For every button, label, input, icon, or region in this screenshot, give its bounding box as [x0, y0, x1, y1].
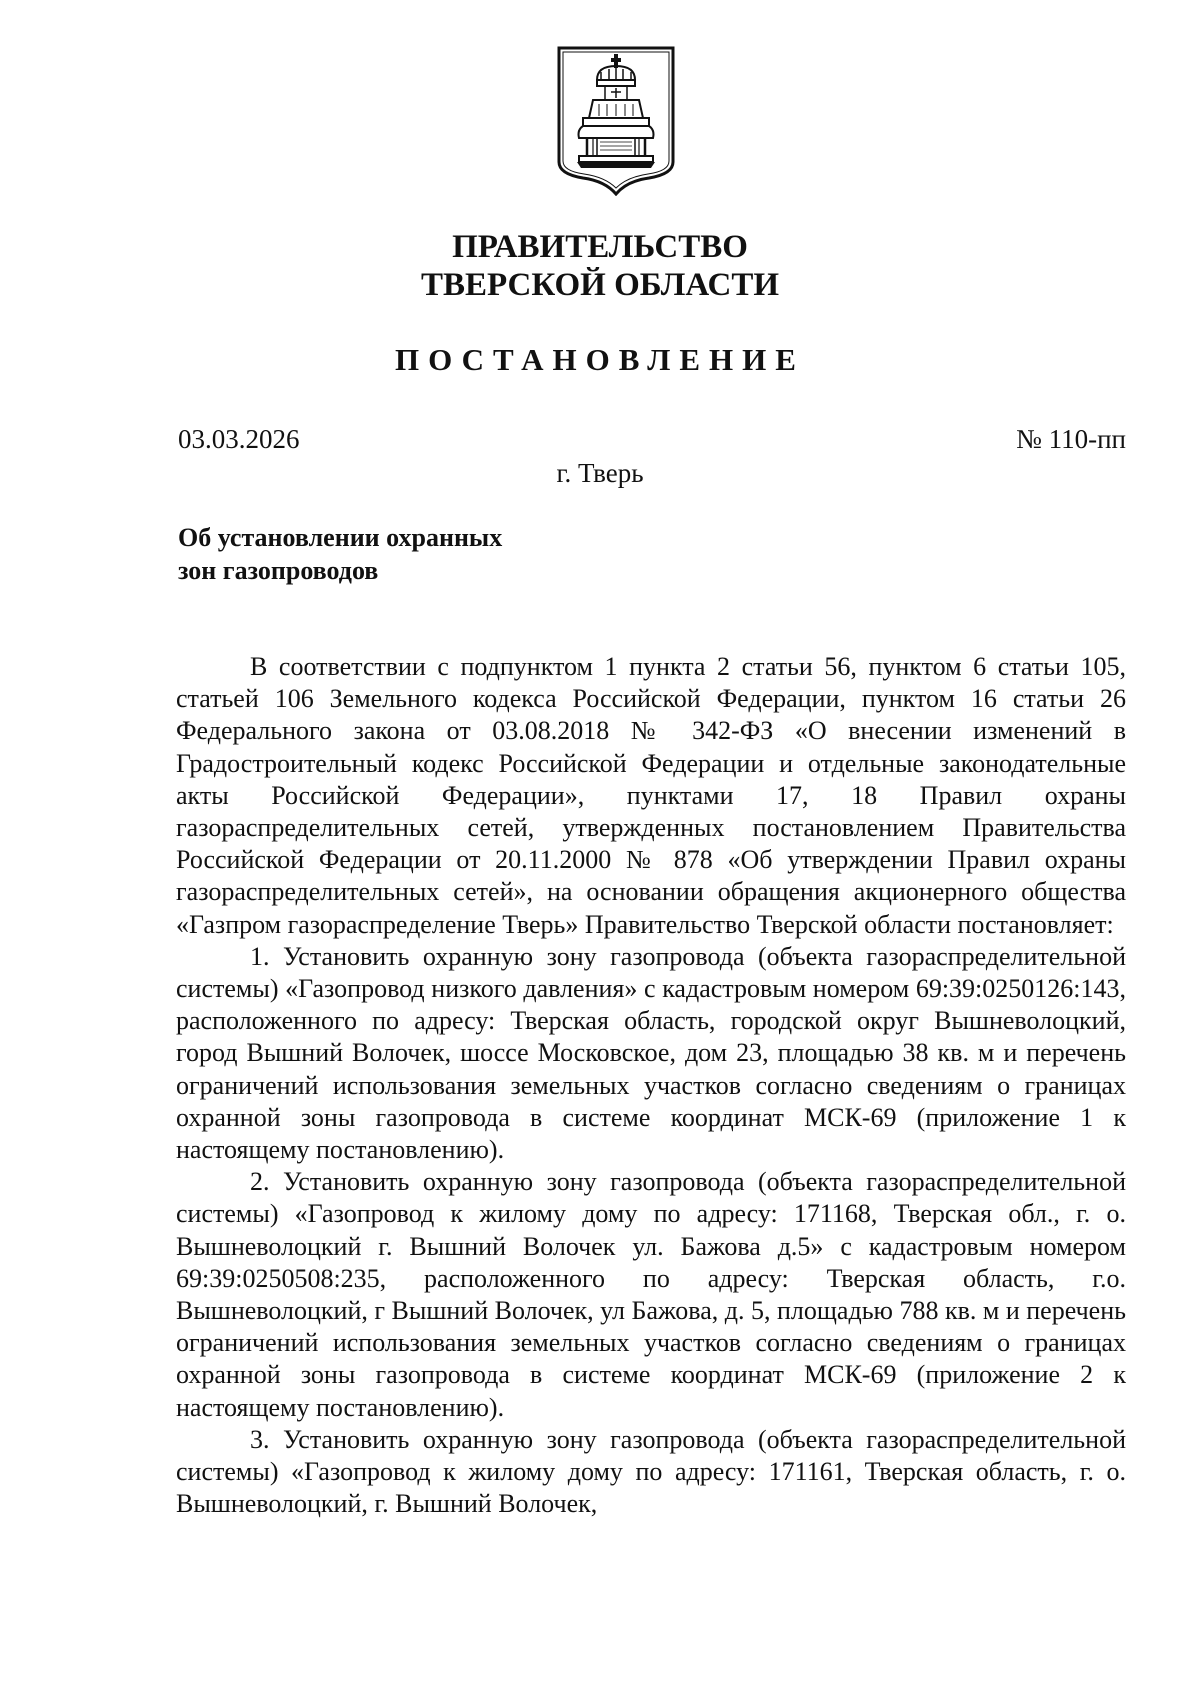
document-body: [176, 651, 1126, 1520]
tver-coat-of-arms-icon: [553, 44, 679, 196]
document-subject: [178, 521, 502, 587]
item-2-paragraph: 2. Установить охранную зону газопровода (объекта газораспределительной системы) «Газопровод к жилому дому по адресу: 171168, Тверская обл., г. о. Вышневолоцкий г. Вышний Волочек ул. Бажова д.5» с кадастровым номером 69:39:0250508:235, расположенного по адресу: Тверская область, г.о. Вышневолоцкий, г Вышний Волочек, ул Бажова, д. 5, площадью 788 кв. м и перечень ограничений использования земельных участков согласно сведениям о границах охранной зоны газопровода в системе координат МСК-69 (приложение 2 к настоящему постановлению).: [176, 1167, 1126, 1422]
document-type: ПОСТАНОВЛЕНИЕ: [395, 342, 805, 377]
document-number: № 110-пп: [1016, 424, 1126, 454]
subject-line-1: Об установлении охранных: [178, 523, 503, 552]
organization-line-1: ПРАВИТЕЛЬСТВО: [452, 229, 748, 265]
preamble-paragraph: В соответствии с подпунктом 1 пункта 2 статьи 56, пунктом 6 статьи 105, статьей 106 Земельного кодекса Российской Федерации, пунктом 16 статьи 26 Федерального закона от 03.08.2018 № 342-ФЗ «О внесении изменений в Градостроительный кодекс Российской Федерации и отдельные законодательные акты Российской Федерации», пунктами 17, 18 Правил охраны газораспределительных сетей, утвержденных постановлением Правительства Российской Федерации от 20.11.2000 № 878 «Об утверждении Правил охраны газораспределительных сетей», на основании обращения акционерного общества «Газпром газораспределение Тверь» Правительство Тверской области постановляет:: [176, 652, 1126, 939]
item-3-paragraph: 3. Установить охранную зону газопровода (объекта газораспределительной системы) «Газопровод к жилому дому по адресу: 171161, Тверская область, г. о. Вышневолоцкий, г. Вышний Волочек,: [176, 1424, 1126, 1519]
organization-line-2: ТВЕРСКОЙ ОБЛАСТИ: [420, 267, 780, 303]
subject-line-2: зон газопроводов: [178, 556, 379, 585]
organization-name: [0, 228, 1200, 304]
document-date: 03.03.2026: [178, 424, 300, 454]
document-city: г. Тверь: [556, 458, 644, 488]
item-1-paragraph: 1. Установить охранную зону газопровода (объекта газораспределительной системы) «Газопровод низкого давления» с кадастровым номером 69:39:0250126:143, расположенного по адресу: Тверская область, городской округ Вышневолоцкий, город Вышний Волочек, шоссе Московское, дом 23, площадью 38 кв. м и перечень ограничений использования земельных участков согласно сведениям о границах охранной зоны газопровода в системе координат МСК-69 (приложение 1 к настоящему постановлению).: [176, 941, 1126, 1165]
